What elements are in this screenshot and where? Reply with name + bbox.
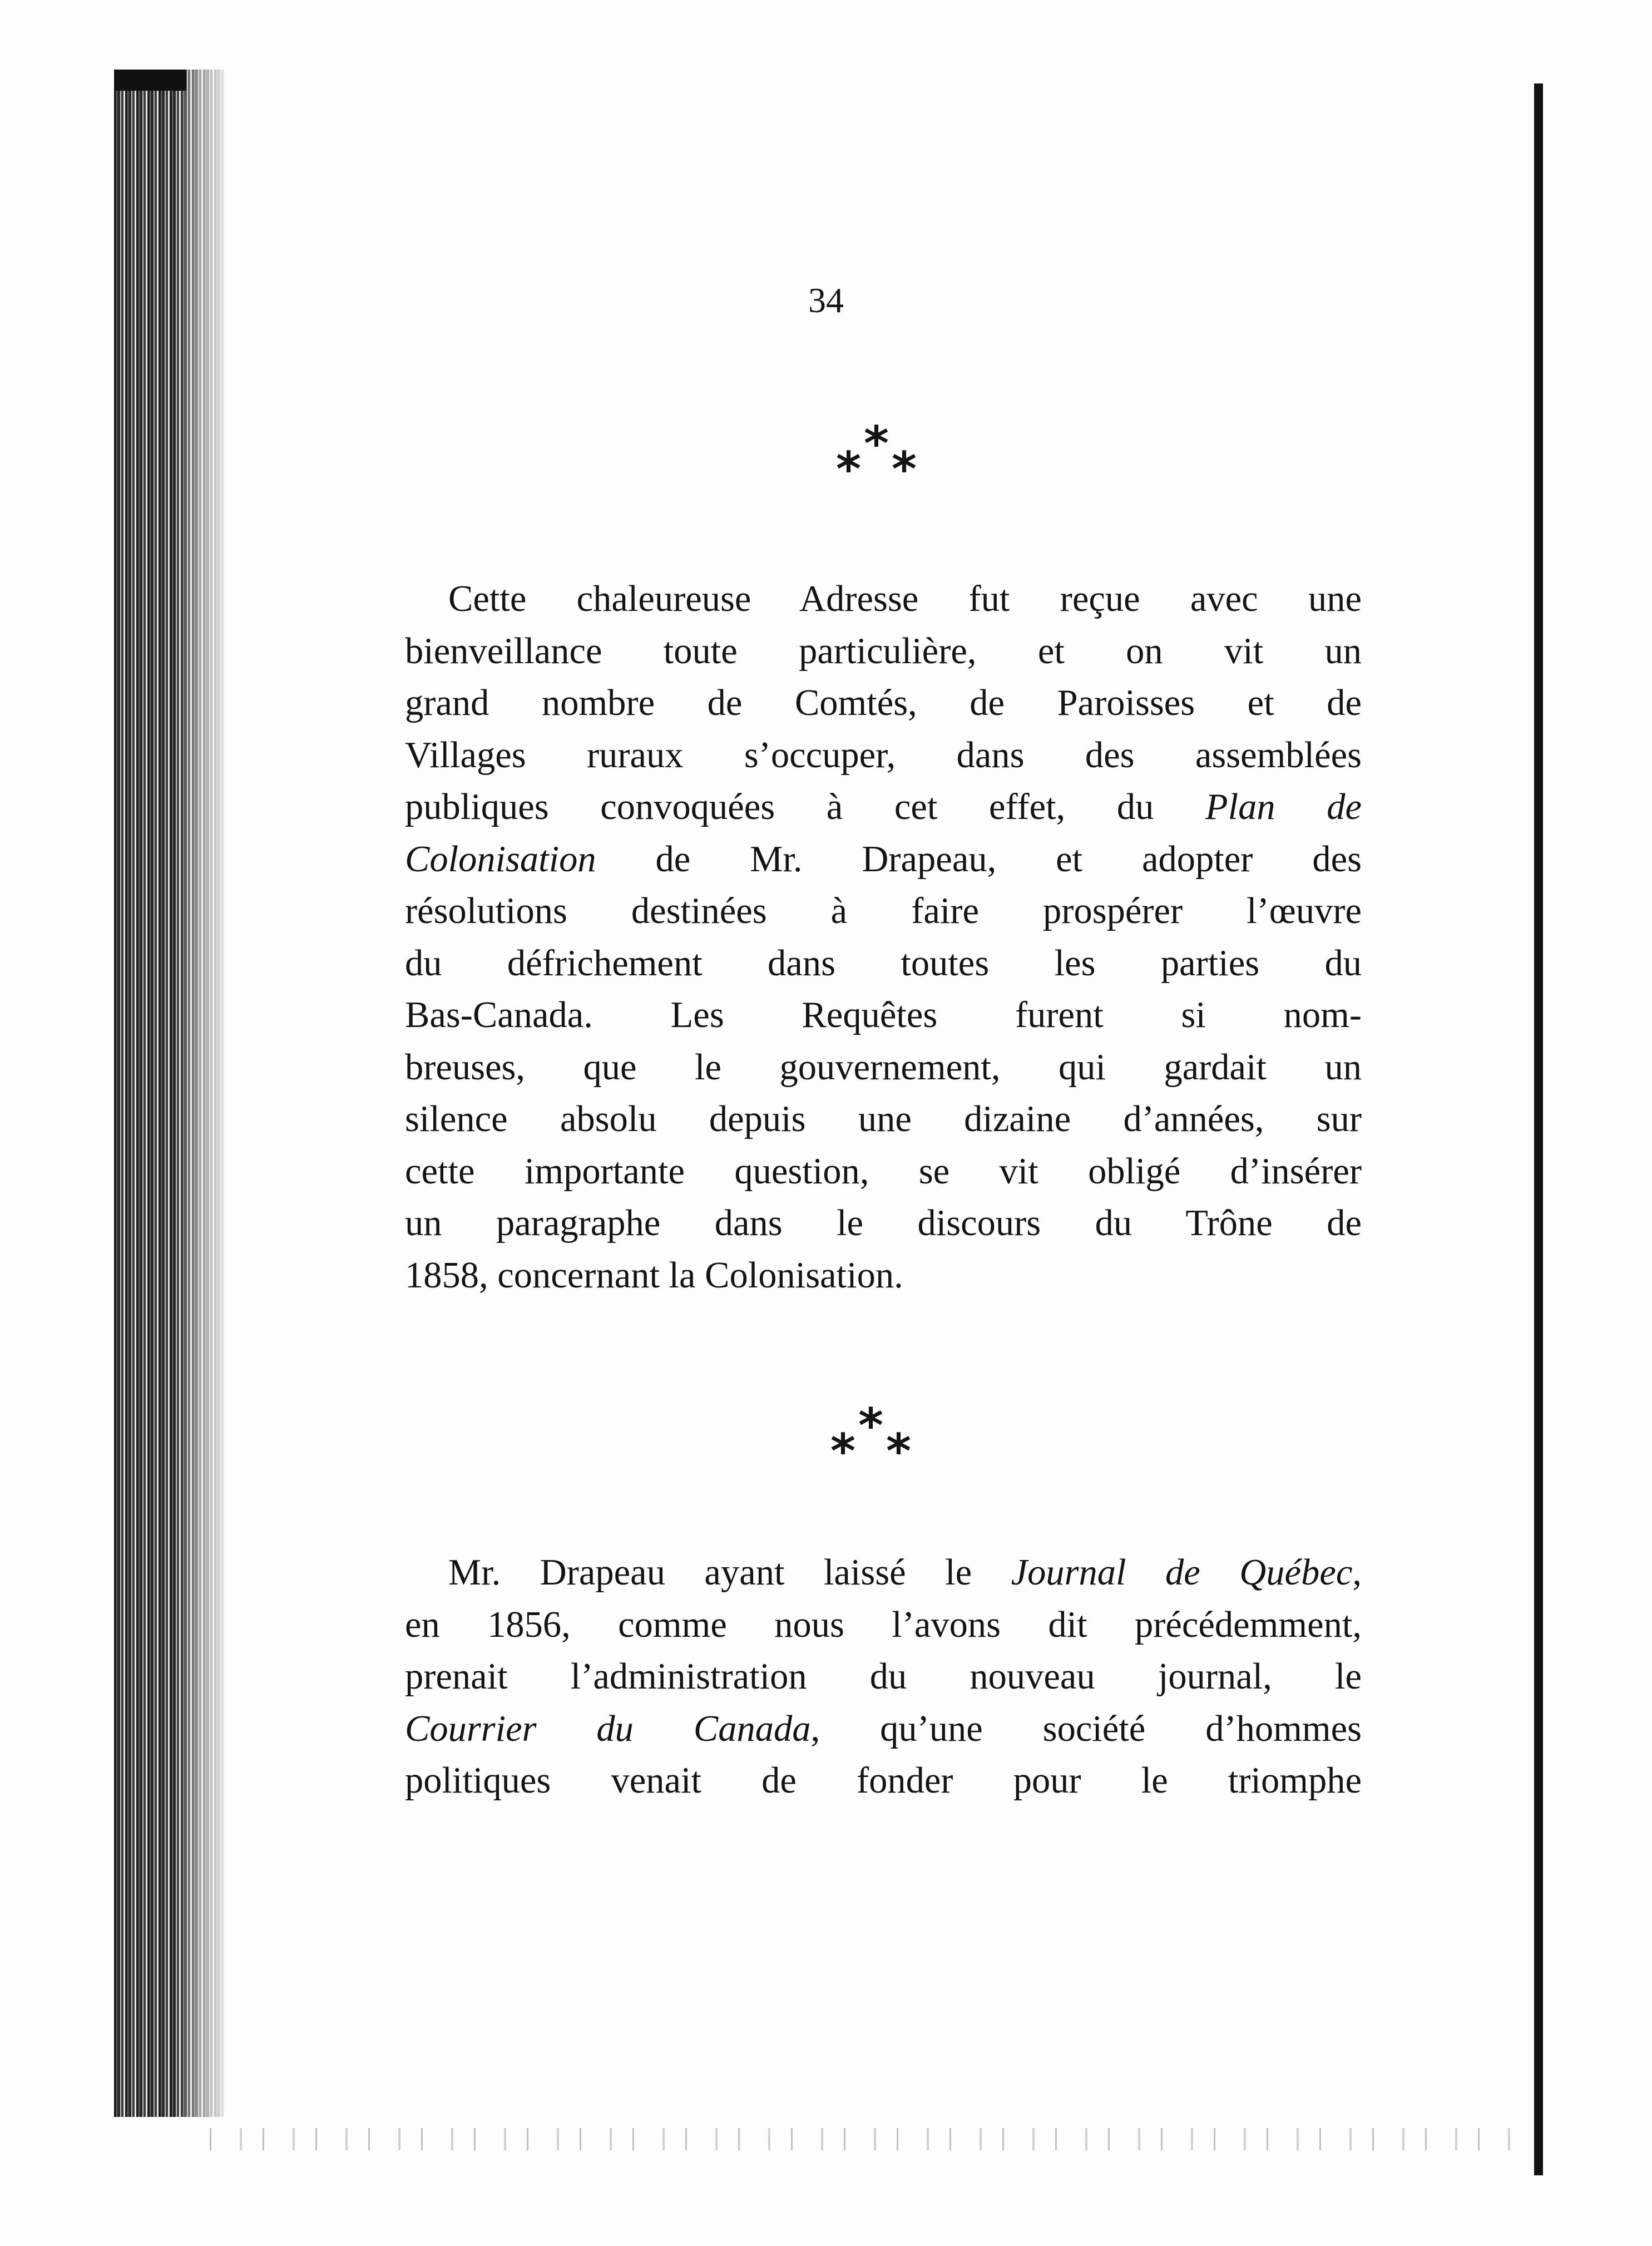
text-line: publiques convoquées à cet effet, du Plan de <box>405 787 1362 827</box>
scan-binding-edge <box>114 70 225 2117</box>
asterism-star-icon: * <box>858 1398 883 1454</box>
text-line: bienveillance toute particulière, et on vit un <box>405 630 1362 672</box>
text-line: Bas-Canada. Les Requêtes furent si nom- <box>405 995 1362 1035</box>
paragraph-colonisation <box>405 573 1362 1301</box>
text-line: du défrichement dans toutes les parties du <box>405 942 1362 984</box>
asterism-star-icon: * <box>836 442 861 497</box>
text-line: breuses, que le gouvernement, qui gardait un <box>405 1047 1362 1088</box>
page-number: 34 <box>808 280 844 320</box>
text-line: Courrier du Canada, qu’une société d’hommes <box>405 1708 1362 1749</box>
scan-binding-edge-top <box>114 70 186 91</box>
text-line: résolutions destinées à faire prospérer l’œuvre <box>405 891 1362 931</box>
asterism-separator-2 <box>815 1398 937 1485</box>
text-line: silence absolu depuis une dizaine d’années, sur <box>405 1099 1362 1139</box>
text-line: un paragraphe dans le discours du Trône de <box>405 1203 1362 1243</box>
text-line: Villages ruraux s’occuper, dans des assemblées <box>405 734 1362 776</box>
text-line: Mr. Drapeau ayant laissé le Journal de Québec, <box>448 1552 1362 1593</box>
asterism-separator-1 <box>820 416 943 504</box>
text-line: 1858, concernant la Colonisation. <box>405 1255 903 1296</box>
asterism-star-icon: * <box>830 1424 855 1479</box>
text-line: Cette chaleureuse Adresse fut reçue avec une <box>448 579 1362 619</box>
asterism-star-icon: * <box>892 442 917 497</box>
scan-bottom-noise <box>189 2128 1524 2150</box>
scan-right-rule <box>1534 83 1543 2175</box>
text-line: Colonisation de Mr. Drapeau, et adopter des <box>405 838 1362 880</box>
text-line: politiques venait de fonder pour le triomphe <box>405 1760 1362 1801</box>
text-line: cette importante question, se vit obligé d’insérer <box>405 1151 1362 1192</box>
text-line: prenait l’administration du nouveau journal, le <box>405 1656 1362 1697</box>
asterism-star-icon: * <box>886 1424 911 1479</box>
text-line: en 1856, comme nous l’avons dit précédemment, <box>405 1604 1362 1645</box>
asterism-star-icon: * <box>864 416 889 472</box>
paragraph-courrier-du-canada <box>405 1547 1362 1807</box>
text-line: grand nombre de Comtés, de Paroisses et de <box>405 683 1362 723</box>
